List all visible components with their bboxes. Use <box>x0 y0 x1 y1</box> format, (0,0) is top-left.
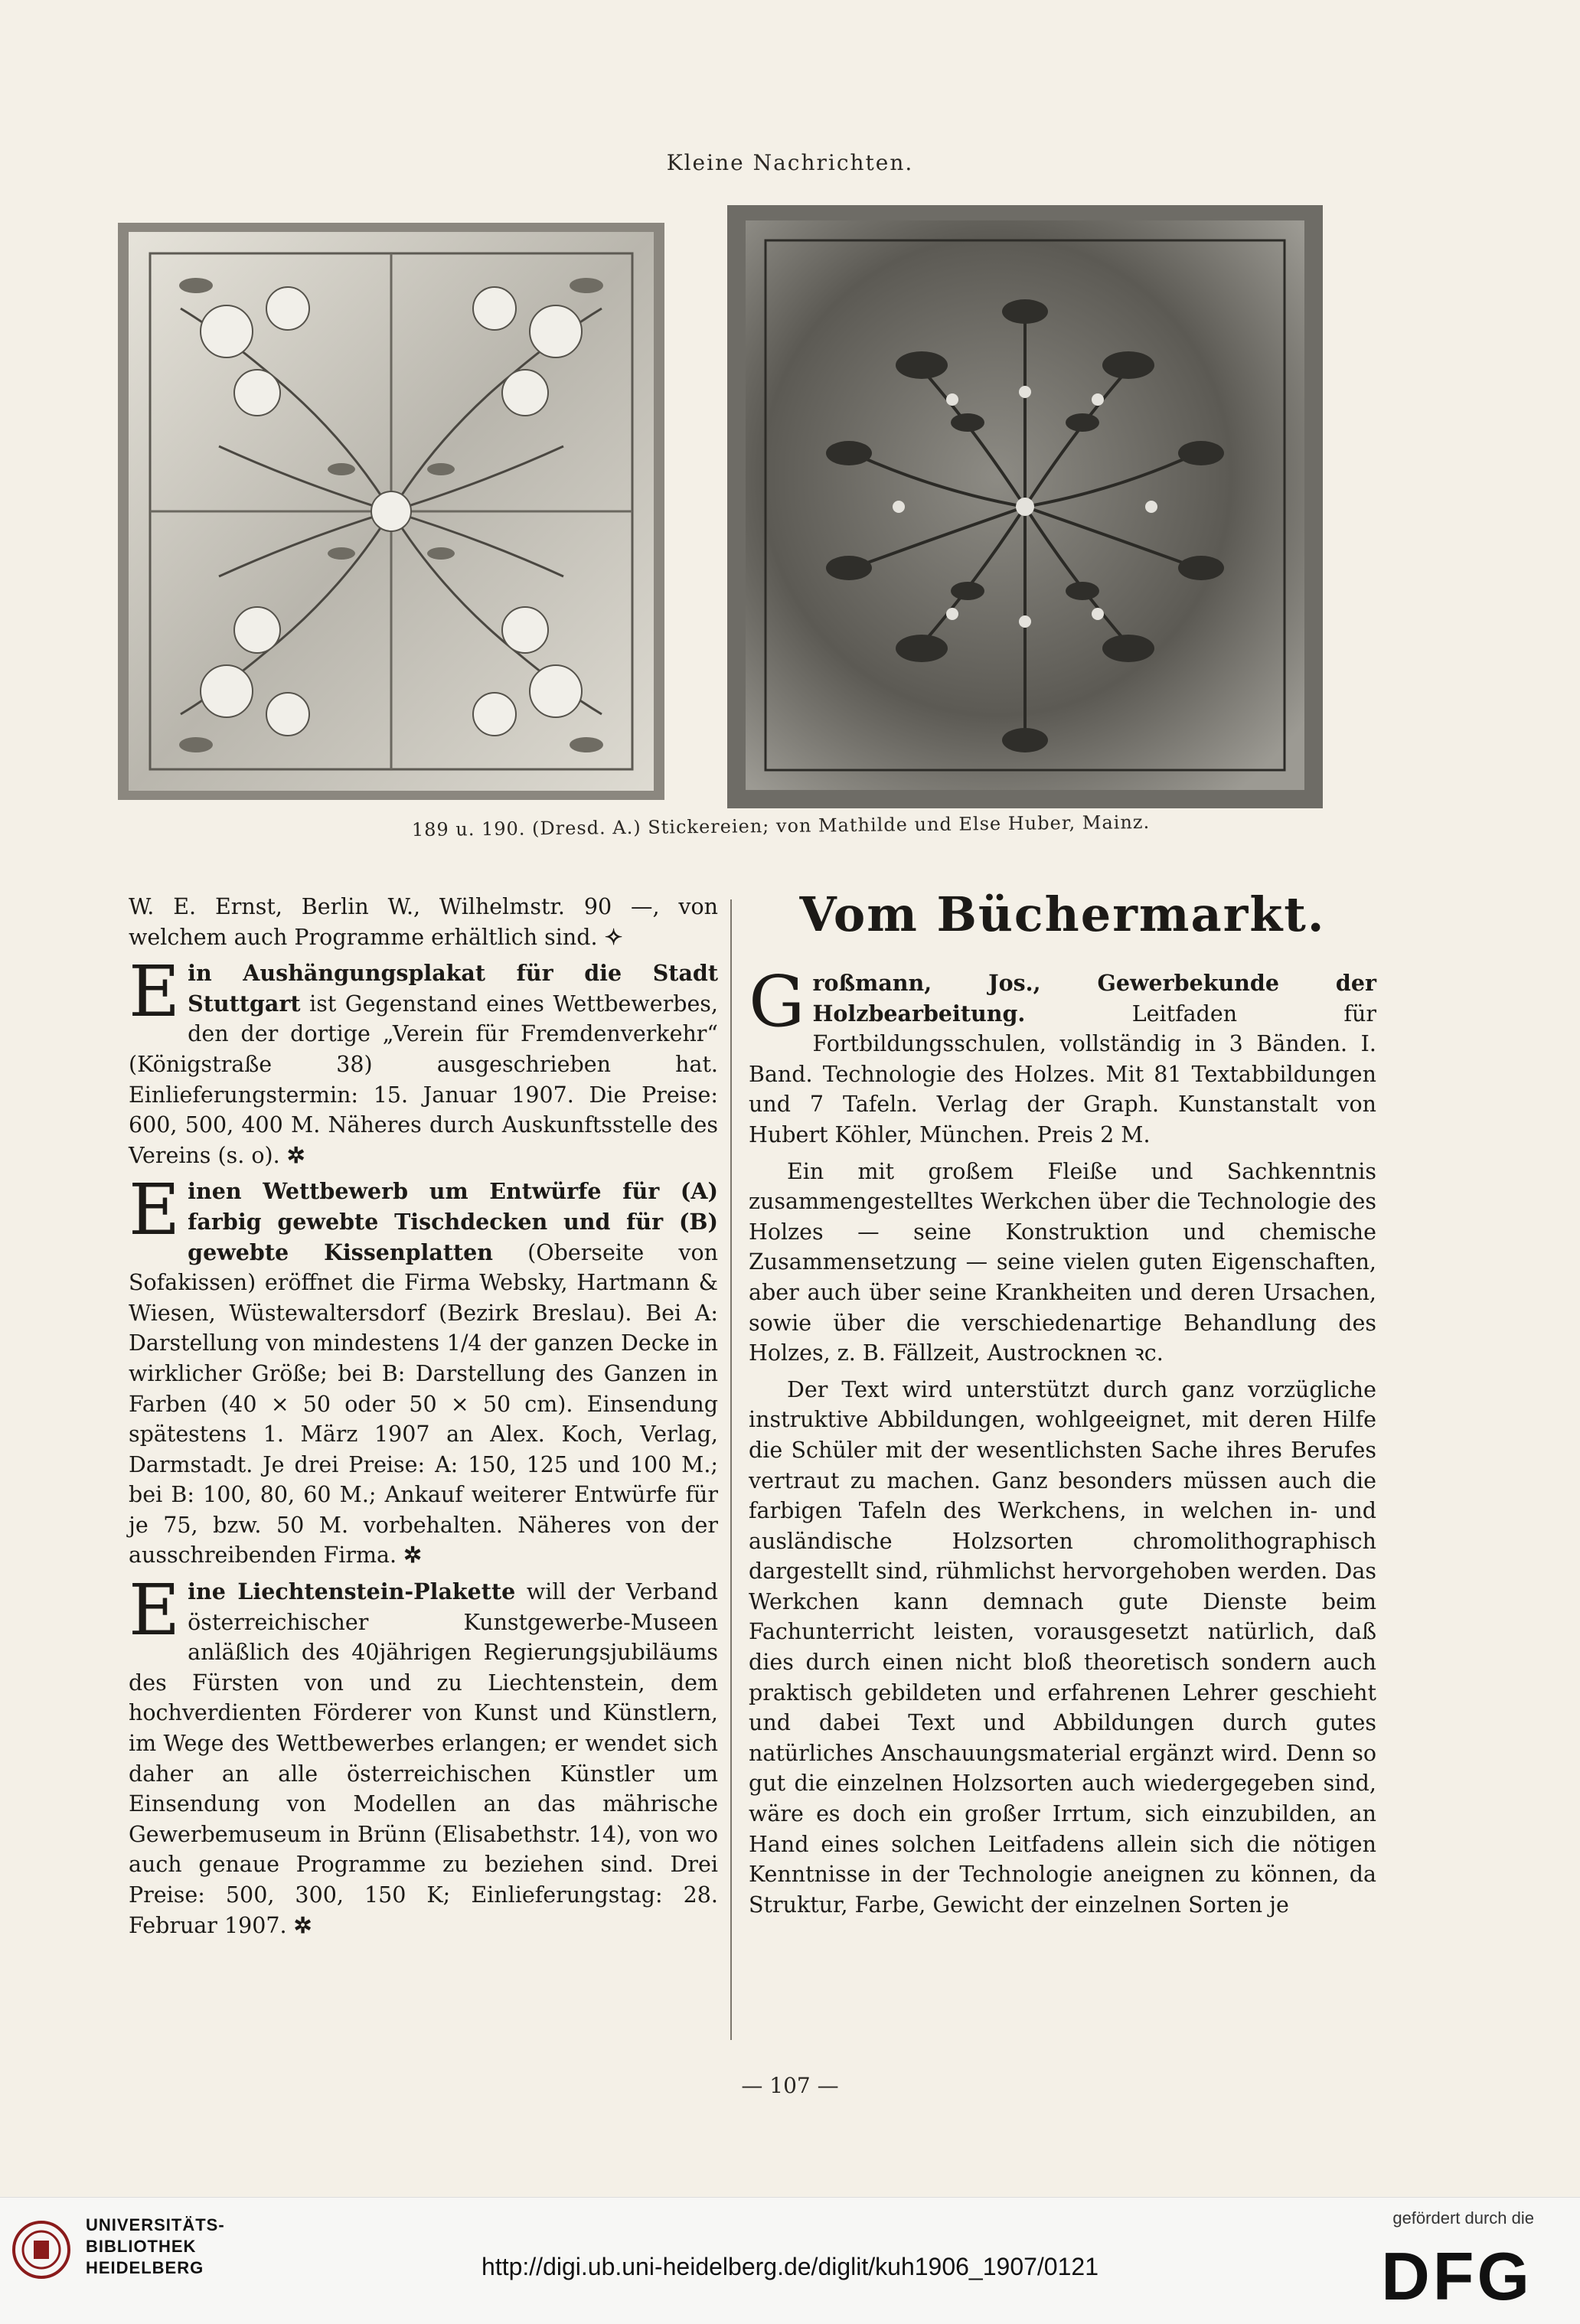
book-title: roßmann, Jos., Gewerbekunde der Holzbearbeitung. <box>812 970 1376 1027</box>
running-header: Kleine Nachrichten. <box>666 150 914 175</box>
notice-lead: in Aushängungsplakat für die Stadt Stuttgart <box>188 960 718 1017</box>
library-name-line: HEIDELBERG <box>86 2258 204 2277</box>
section-end-mark: ✧ <box>604 923 623 950</box>
section-end-mark: ✲ <box>286 1141 305 1168</box>
library-name-line: BIBLIOTHEK <box>86 2237 197 2256</box>
book-details: Leitfaden für Fortbildungsschulen, vollständig in 3 Bänden. I. Band. Technologie des Holzes. Mit 81 Textabbildungen und 7 Tafeln. Verlag der Graph. Kunstanstalt von Hubert Köhler, München. Preis 2 M. <box>749 1000 1376 1147</box>
embroidery-image-189 <box>112 217 671 806</box>
notice-text: will der Verband österreichischer Kunstgewerbe-Museen anläßlich des 40jährigen Regierungsjubiläums des Fürsten von und zu Liechtenstein, dem hochverdienten Förderer von Kunst und Künstlern, im Wege des Wettbewerbes erlangen; er wendet sich daher an alle österreichischen Künstler um Einsendung von Modellen an das mährische Gewerbemuseum in Brünn (Elisabethstr. 14), von wo auch genaue Programme zu beziehen sind. Drei Preise: 500, 300, 150 K; Einlieferungstag: 28. Februar 1907. <box>129 1579 718 1938</box>
section-end-mark: ✲ <box>293 1911 312 1938</box>
library-name-line: UNIVERSITÄTS- <box>86 2215 225 2234</box>
notice-lead: inen Wettbewerb um Entwürfe für (A) farbig gewebte Tischdecken und für (B) gewebte Kissenplatten <box>188 1178 718 1265</box>
book-review-heading <box>749 961 1376 1151</box>
notice-plakat-stuttgart <box>129 951 718 1170</box>
section-title-buechermarkt: Vom Büchermarkt. <box>799 886 1326 942</box>
notice-wettbewerb-tischdecken <box>129 1169 718 1571</box>
embroidery-light-illustration <box>112 217 671 806</box>
embroidery-image-190 <box>723 201 1327 813</box>
right-column <box>749 961 1376 1926</box>
footer-bar <box>0 2197 1580 2324</box>
notice-ernst <box>129 892 718 952</box>
embroidery-dark-illustration <box>723 201 1327 813</box>
section-end-mark: ✲ <box>403 1542 423 1568</box>
notice-text: (Oberseite von Sofakissen) eröffnet die Firma Websky, Hartmann & Wiesen, Wüstewaltersdorf (Bezirk Breslau). Bei A: Darstellung von mindestens 1/4 der ganzen Decke in wirklicher Größe; bei B: Darstellung des Ganzen in Farben (40 × 50 oder 50 × 50 cm). Einsendung spätestens 1. März 1907 an Alex. Koch, Verlag, Darmstadt. Je drei Preise: A: 150, 125 und 100 M.; bei B: 100, 80, 60 M.; Ankauf weiterer Entwürfe für je 75, bzw. 50 M. vorbehalten. Näheres von der ausschreibenden Firma. <box>129 1239 718 1568</box>
permalink-url[interactable]: http://digi.ub.uni-heidelberg.de/diglit/kuh1906_1907/0121 <box>482 2253 1098 2280</box>
column-divider <box>730 899 732 2040</box>
notice-text: W. E. Ernst, Berlin W., Wilhelmstr. 90 —, von welchem auch Programme erhältlich sind. <box>129 894 718 950</box>
drop-cap: E <box>129 951 181 1033</box>
drop-cap: E <box>129 1169 181 1252</box>
drop-cap: E <box>129 1569 181 1652</box>
notice-lead: ine Liechtenstein-Plakette <box>188 1578 516 1605</box>
drop-cap: G <box>749 961 805 1043</box>
book-review-paragraph: Der Text wird unterstützt durch ganz vorzügliche instruktive Abbildungen, wohlgeeignet, mit deren Hilfe die Schüler mit der wesentlichsten Sache ihres Berufes vertraut zu machen. Ganz besonders müssen auch die farbigen Tafeln des Werkchens, in welchen in- und ausländische Holzsorten chromolithographisch dargestellt sind, rühmlichst hervorgehoben werden. Das Werkchen kann demnach gute Dienste beim Fachunterricht leisten, vorausgesetzt natürlich, daß dies durch einen nicht bloß theoretisch sondern auch praktisch gebildeten und erfahrenen Lehrer geschieht und dabei Text und Abbildungen durch gutes natürliches Anschauungsmaterial ergänzt wird. Denn so gut die einzelnen Holzsorten auch wiedergegeben sind, wäre es doch ein großer Irrtum, sich einzubilden, an Hand eines solchen Leitfadens allein sich die nötigen Kenntnisse in der Technologie aneignen zu können, da Struktur, Farbe, Gewicht der einzelnen Sorten je <box>749 1376 1376 1918</box>
page-number: — 107 — <box>741 2073 839 2098</box>
figure-caption: 189 u. 190. (Dresd. A.) Stickereien; von Mathilde und Else Huber, Mainz. <box>411 811 1151 841</box>
left-column <box>129 892 718 1947</box>
notice-text: ist Gegenstand eines Wettbewerbes, den der dortige „Verein für Fremdenverkehr“ (Königstraße 38) ausgeschrieben hat. Einlieferungstermin: 15. Januar 1907. Die Preise: 600, 500, 400 M. Näheres durch Auskunftsstelle des Vereins (s. o). <box>129 991 718 1168</box>
book-review-paragraph: Ein mit großem Fleiße und Sachkenntnis zusammengestelltes Werkchen über die Technologie des Holzes — seine Konstruktion und chemische Zusammensetzung — seine vielen guten Eigenschaften, aber auch über seine Krankheiten und deren Ursachen, sowie über die verschiedenartige Behandlung des Holzes, z. B. Fällzeit, Austrocknen ꝛc. <box>749 1158 1376 1366</box>
notice-liechtenstein-plakette <box>129 1569 718 1940</box>
dfg-logo: DFG <box>1381 2238 1533 2314</box>
funder-label: gefördert durch die <box>1392 2208 1534 2228</box>
